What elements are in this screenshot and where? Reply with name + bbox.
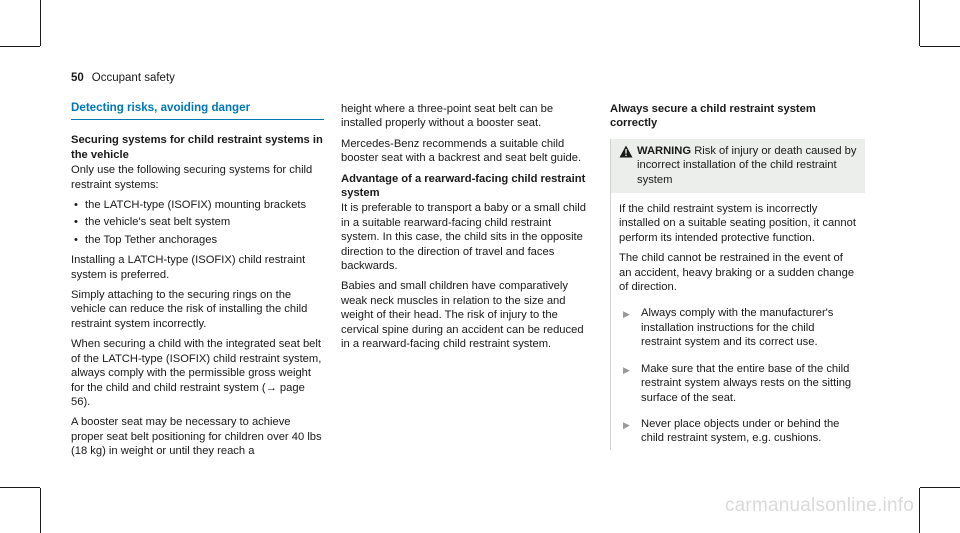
paragraph-with-page-reference: When securing a child with the integrated seat belt of the LATCH-type (ISOFIX) child restraint system, always comply with the permissible gross weight for the child and child restraint system (→ page 56). [71,338,322,408]
paragraph: height where a three-point seat belt can be installed properly without a booster seat. [341,103,554,130]
list-item: • the vehicle's seat belt system [71,215,324,229]
paragraph: A booster seat may be necessary to achieve proper seat belt positioning for children over 40 lbs (18 kg) in weight or until they reach a [71,416,322,458]
column-right [610,102,865,450]
action-arrow-icon: ▶ [623,419,630,430]
page-number: 50 [71,72,84,84]
list-item: • the Top Tether anchorages [71,233,324,247]
crop-mark [919,0,920,46]
warning-triangle-icon [619,145,637,162]
action-text: Always comply with the manufacturer's installation instructions for the child restraint system and its correct use. [641,307,834,349]
paragraph: Installing a LATCH-type (ISOFIX) child restraint system is preferred. [71,254,306,281]
paragraph: Only use the following securing systems for child restraint systems: [71,164,313,191]
paragraph: The child cannot be restrained in the event of an accident, heavy braking or a sudden change of direction. [619,252,855,294]
action-step [619,306,857,349]
action-text: Never place objects under or behind the child restraint system, e.g. cushions. [641,417,840,445]
section-title: Occupant safety [91,72,175,84]
warning-label: WARNING [637,144,692,157]
page-header [71,72,175,84]
crop-mark [0,487,40,488]
paragraph: If the child restraint system is incorrectly installed on a suitable seating position, it cannot perform its intended protective function. [619,203,856,244]
crop-mark [920,46,960,47]
crop-mark [919,488,920,533]
warning-box [610,139,865,450]
action-step [619,362,857,405]
paragraph: It is preferable to transport a baby or a small child in a suitable rearward-facing child restraint system. In this case, the child sits in the opposite direction to the direction of travel and faces backwards. [341,202,586,273]
column-middle [341,102,591,358]
crop-mark [40,488,41,533]
subheading: Advantage of a rearward-facing child restraint system [341,172,586,200]
warning-header [611,139,865,193]
crop-mark [0,46,40,47]
warning-body [611,193,865,450]
crop-mark [920,487,960,488]
action-arrow-icon: ▶ [623,364,630,375]
warning-text: Risk of injury or death caused by incorrect installation of the child restraint system [637,144,857,186]
list-item: • the LATCH-type (ISOFIX) mounting brackets [71,198,324,212]
paragraph: Babies and small children have comparatively weak neck muscles in relation to the size and weight of their head. The risk of injury to the cervical spine during an accident can be reduced in a rearward-facing child restraint system. [341,280,584,351]
subheading: Securing systems for child restraint systems in the vehicle [71,134,323,161]
watermark: carmanualsonline.info [724,495,914,516]
action-arrow-icon: ▶ [623,309,630,320]
crop-mark [40,0,41,46]
paragraph: Mercedes-Benz recommends a suitable child booster seat with a backrest and seat belt guide. [341,137,582,165]
column-left [71,101,324,465]
bullet-list [71,198,324,247]
section-heading: Detecting risks, avoiding danger [71,101,324,120]
subheading: Always secure a child restraint system correctly [610,103,816,130]
action-text: Make sure that the entire base of the child restraint system always rests on the sitting surface of the seat. [641,362,852,404]
paragraph: Simply attaching to the securing rings on the vehicle can reduce the risk of installing the child restraint system incorrectly. [71,289,308,330]
action-step [619,417,857,446]
